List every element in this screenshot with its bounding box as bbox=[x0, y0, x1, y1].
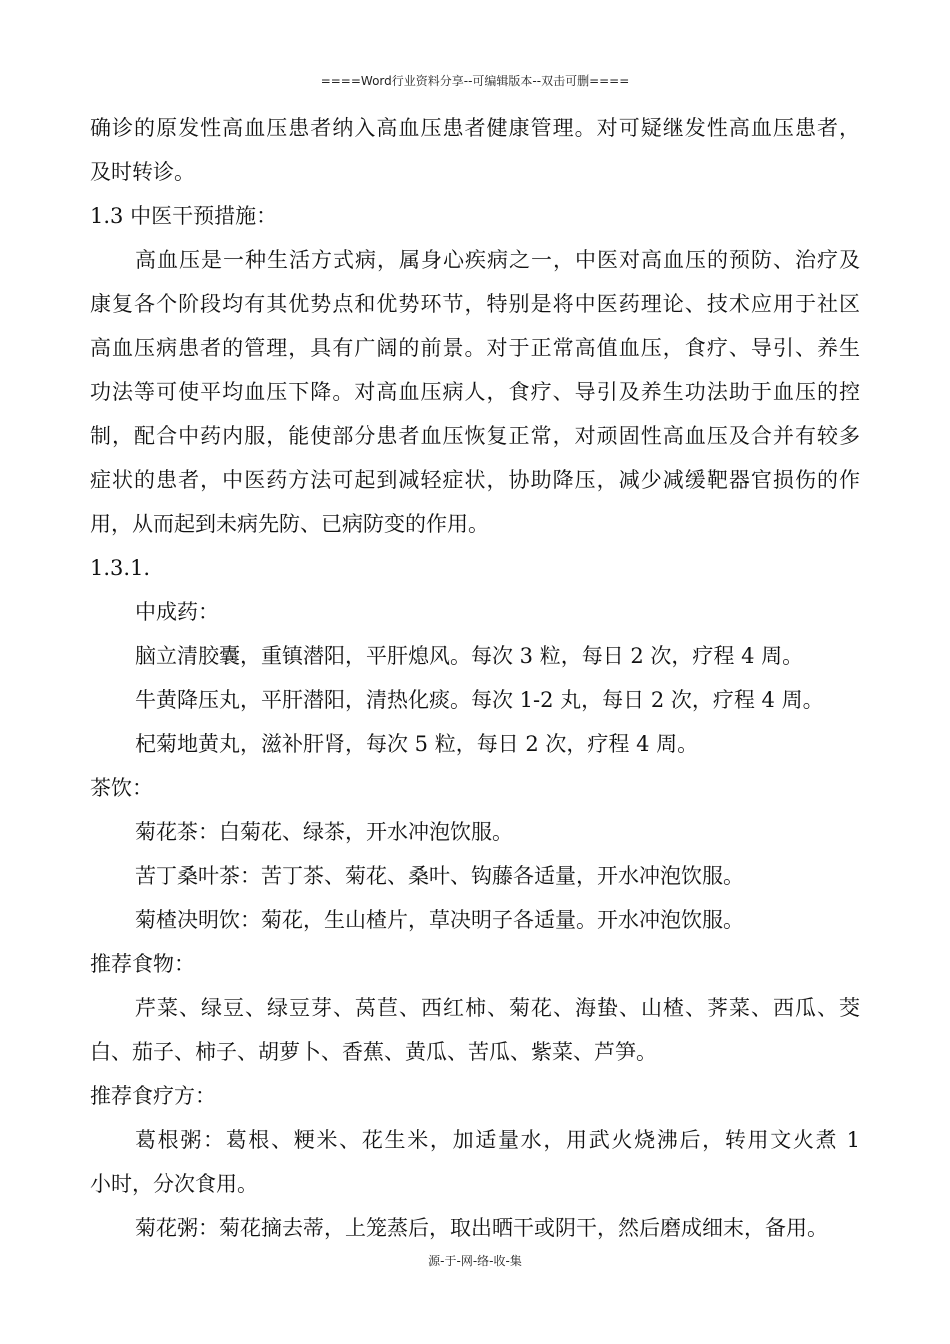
list-item: 苦丁桑叶茶：苦丁茶、菊花、桑叶、钩藤各适量，开水冲泡饮服。 bbox=[135, 864, 744, 888]
list-item: 杞菊地黄丸，滋补肝肾，每次 5 粒，每日 2 次，疗程 4 周。 bbox=[135, 732, 699, 756]
list-item: 牛黄降压丸，平肝潜阳，清热化痰。每次 1-2 丸，每日 2 次，疗程 4 周。 bbox=[135, 688, 824, 712]
subheading: 中成药： bbox=[135, 600, 219, 624]
section-heading: 1.3 中医干预措施： bbox=[90, 204, 278, 228]
list-item: 菊楂决明饮：菊花，生山楂片，草决明子各适量。开水冲泡饮服。 bbox=[135, 908, 744, 932]
body-line: 芹菜、绿豆、绿豆芽、莴苣、西红柿、菊花、海蛰、山楂、荠菜、西瓜、茭 bbox=[135, 996, 860, 1020]
list-item: 菊花茶：白菊花、绿茶，开水冲泡饮服。 bbox=[135, 820, 513, 844]
body-line: 功法等可使平均血压下降。对高血压病人，食疗、导引及养生功法助于血压的控 bbox=[90, 380, 860, 404]
body-line: 葛根粥：葛根、粳米、花生米，加适量水，用武火烧沸后，转用文火煮 1 bbox=[135, 1128, 860, 1152]
subheading: 推荐食疗方： bbox=[90, 1084, 216, 1108]
body-line: 用，从而起到未病先防、已病防变的作用。 bbox=[90, 512, 489, 536]
body-line: 制，配合中药内服，能使部分患者血压恢复正常，对顽固性高血压及合并有较多 bbox=[90, 424, 860, 448]
body-line: 白、茄子、柿子、胡萝卜、香蕉、黄瓜、苦瓜、紫菜、芦笋。 bbox=[90, 1040, 657, 1064]
section-heading: 1.3.1. bbox=[90, 556, 151, 580]
body-line: 确诊的原发性高血压患者纳入高血压患者健康管理。对可疑继发性高血压患者， bbox=[90, 116, 860, 140]
list-item: 脑立清胶囊，重镇潜阳，平肝熄风。每次 3 粒，每日 2 次，疗程 4 周。 bbox=[135, 644, 804, 668]
subheading: 推荐食物： bbox=[90, 952, 195, 976]
subheading: 茶饮： bbox=[90, 776, 153, 800]
body-line: 高血压是一种生活方式病，属身心疾病之一，中医对高血压的预防、治疗及 bbox=[135, 248, 860, 272]
body-line: 高血压病患者的管理，具有广阔的前景。对于正常高值血压，食疗、导引、养生 bbox=[90, 336, 860, 360]
body-line: 及时转诊。 bbox=[90, 160, 195, 184]
body-line: 康复各个阶段均有其优势点和优势环节，特别是将中医药理论、技术应用于社区 bbox=[90, 292, 860, 316]
page-footer: 源-于-网-络-收-集 bbox=[428, 1254, 522, 1268]
page-header: ====Word行业资料分享--可编辑版本--双击可删==== bbox=[320, 74, 630, 88]
body-line: 小时，分次食用。 bbox=[90, 1172, 258, 1196]
body-line: 症状的患者，中医药方法可起到减轻症状，协助降压，减少减缓靶器官损伤的作 bbox=[90, 468, 860, 492]
body-line: 菊花粥：菊花摘去蒂，上笼蒸后，取出晒干或阴干，然后磨成细末，备用。 bbox=[135, 1216, 828, 1240]
